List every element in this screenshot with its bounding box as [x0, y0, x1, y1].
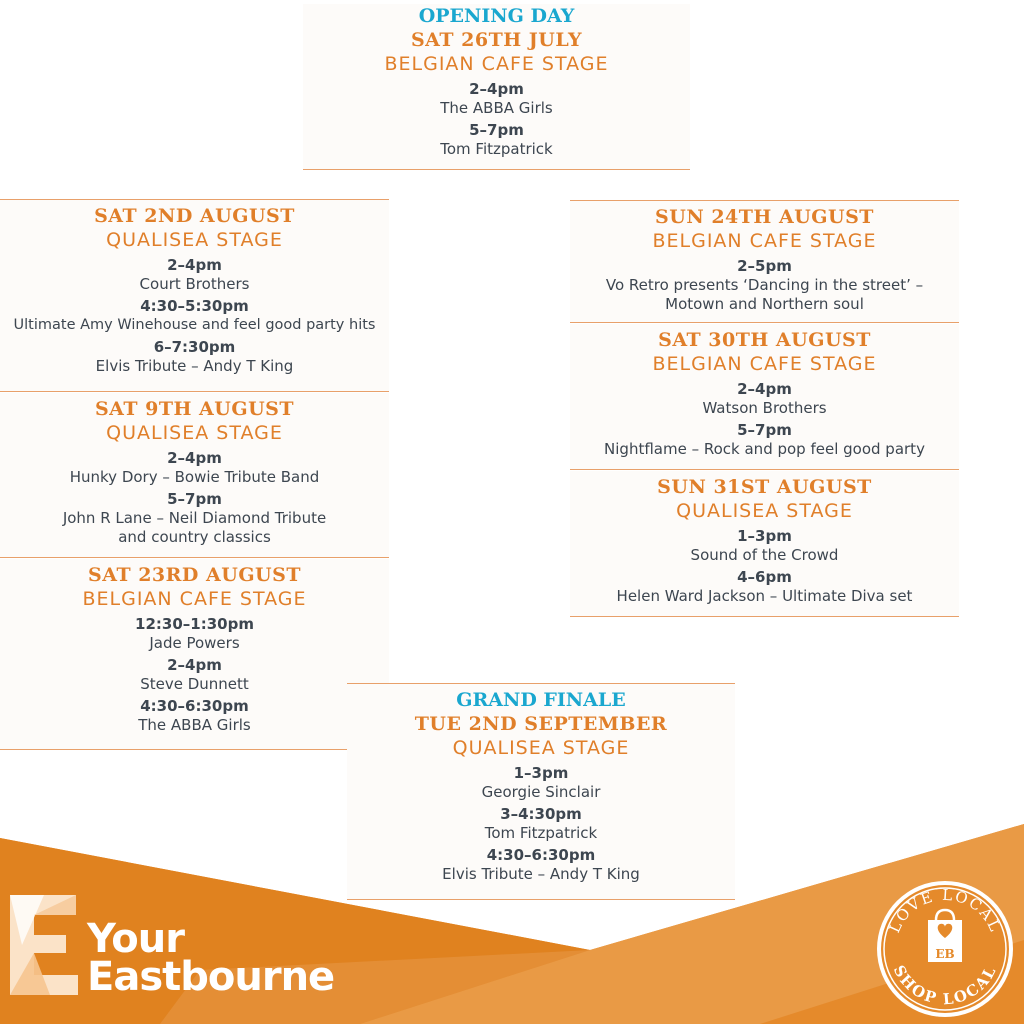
slot-time: 2–4pm — [469, 80, 524, 98]
slot — [347, 764, 735, 802]
aug2-stage: QUALISEA STAGE — [106, 229, 283, 251]
grand-finale-kicker: GRAND FINALE — [456, 689, 626, 711]
slot-time: 2–4pm — [167, 656, 222, 674]
slot-act: Vo Retro presents ‘Dancing in the street’ – — [605, 276, 924, 294]
slot — [0, 449, 389, 487]
aug24-panel — [570, 200, 959, 323]
slot-time: 2–4pm — [167, 449, 222, 467]
aug24-stage: BELGIAN CAFE STAGE — [652, 230, 877, 252]
slot-time: 4:30–6:30pm — [140, 697, 249, 715]
aug23-panel — [0, 559, 389, 750]
aug2-panel — [0, 199, 389, 392]
your-eastbourne-e-logo-icon — [10, 895, 80, 995]
slot — [347, 805, 735, 843]
opening-day-kicker: OPENING DAY — [418, 5, 575, 27]
slot-time: 6–7:30pm — [153, 338, 236, 356]
aug30-date: SAT 30TH AUGUST — [658, 329, 871, 351]
opening-day-date: SAT 26TH JULY — [410, 29, 583, 51]
slot-act: Tom Fitzpatrick — [440, 140, 553, 158]
slot-act: Sound of the Crowd — [690, 546, 839, 564]
grand-finale-panel — [347, 683, 735, 900]
slot-act: Ultimate Amy Winehouse and feel good party hits — [13, 317, 376, 333]
slot-act: Nightflame – Rock and pop feel good party — [604, 440, 925, 458]
slot-time: 5–7pm — [469, 121, 524, 139]
aug31-date: SUN 31ST AUGUST — [657, 476, 872, 498]
badge-top-text: LOVE LOCAL — [885, 885, 1005, 936]
aug23-stage: BELGIAN CAFE STAGE — [82, 588, 307, 610]
slot — [570, 257, 959, 314]
slot-time: 2–4pm — [167, 256, 222, 274]
slot-act: Georgie Sinclair — [481, 783, 601, 801]
aug31-stage: QUALISEA STAGE — [676, 500, 853, 522]
slot-time: 2–5pm — [737, 257, 792, 275]
slot-act: John R Lane – Neil Diamond Tribute — [62, 509, 327, 527]
brand-line-eastbourne: Eastbourne — [87, 954, 335, 1000]
slot-time: 1–3pm — [737, 527, 792, 545]
brand-line-your: Your — [87, 916, 184, 962]
slot-time: 4:30–5:30pm — [140, 297, 249, 315]
slot-time: 3–4:30pm — [500, 805, 582, 823]
aug30-stage: BELGIAN CAFE STAGE — [652, 353, 877, 375]
aug9-stage: QUALISEA STAGE — [106, 422, 283, 444]
slot-act: Steve Dunnett — [140, 675, 249, 693]
slot-time: 2–4pm — [737, 380, 792, 398]
slot-time: 1–3pm — [513, 764, 569, 782]
aug24-date: SUN 24TH AUGUST — [655, 206, 874, 228]
slot-act: Elvis Tribute – Andy T King — [95, 357, 294, 375]
slot-act-line2: Motown and Northern soul — [665, 295, 864, 313]
slot-time: 5–7pm — [167, 490, 222, 508]
aug2-date: SAT 2ND AUGUST — [94, 205, 295, 227]
badge-bottom-text: SHOP LOCAL — [889, 962, 1001, 1009]
slot — [347, 846, 735, 884]
slot-act: Helen Ward Jackson – Ultimate Diva set — [616, 587, 913, 605]
aug23-date: SAT 23RD AUGUST — [88, 564, 301, 586]
aug30-panel — [570, 324, 959, 470]
slot-act: Jade Powers — [149, 634, 240, 652]
slot-act: The ABBA Girls — [440, 99, 553, 117]
grand-finale-stage: QUALISEA STAGE — [452, 737, 630, 759]
slot — [0, 490, 389, 547]
slot-act: Elvis Tribute – Andy T King — [442, 865, 640, 883]
slot-act: Hunky Dory – Bowie Tribute Band — [69, 468, 320, 486]
slot — [570, 527, 959, 565]
slot — [303, 80, 690, 118]
slot — [0, 656, 389, 694]
badge-bag-text: EB — [935, 947, 955, 961]
slot-act: The ABBA Girls — [138, 716, 251, 734]
slot-act: Watson Brothers — [702, 399, 827, 417]
aug9-date: SAT 9TH AUGUST — [94, 398, 295, 420]
slot-time: 4:30–6:30pm — [486, 846, 596, 864]
slot — [0, 256, 389, 294]
aug9-panel — [0, 393, 389, 558]
slot-time: 12:30–1:30pm — [135, 615, 254, 633]
slot — [0, 615, 389, 653]
opening-day-panel — [303, 4, 690, 170]
slot — [570, 421, 959, 459]
slot-act-line2: and country classics — [118, 528, 271, 546]
slot-time: 5–7pm — [737, 421, 792, 439]
slot — [303, 121, 690, 159]
love-local-shop-local-badge — [874, 878, 1016, 1020]
opening-day-stage: BELGIAN CAFE STAGE — [384, 53, 609, 75]
slot — [570, 380, 959, 418]
slot-act: Tom Fitzpatrick — [484, 824, 598, 842]
slot-time: 4–6pm — [737, 568, 792, 586]
slot — [570, 568, 959, 606]
slot — [0, 697, 389, 735]
slot-act: Court Brothers — [139, 275, 250, 293]
slot — [0, 297, 389, 335]
slot — [0, 338, 389, 376]
grand-finale-date: TUE 2ND SEPTEMBER — [414, 713, 668, 735]
aug31-panel — [570, 471, 959, 617]
